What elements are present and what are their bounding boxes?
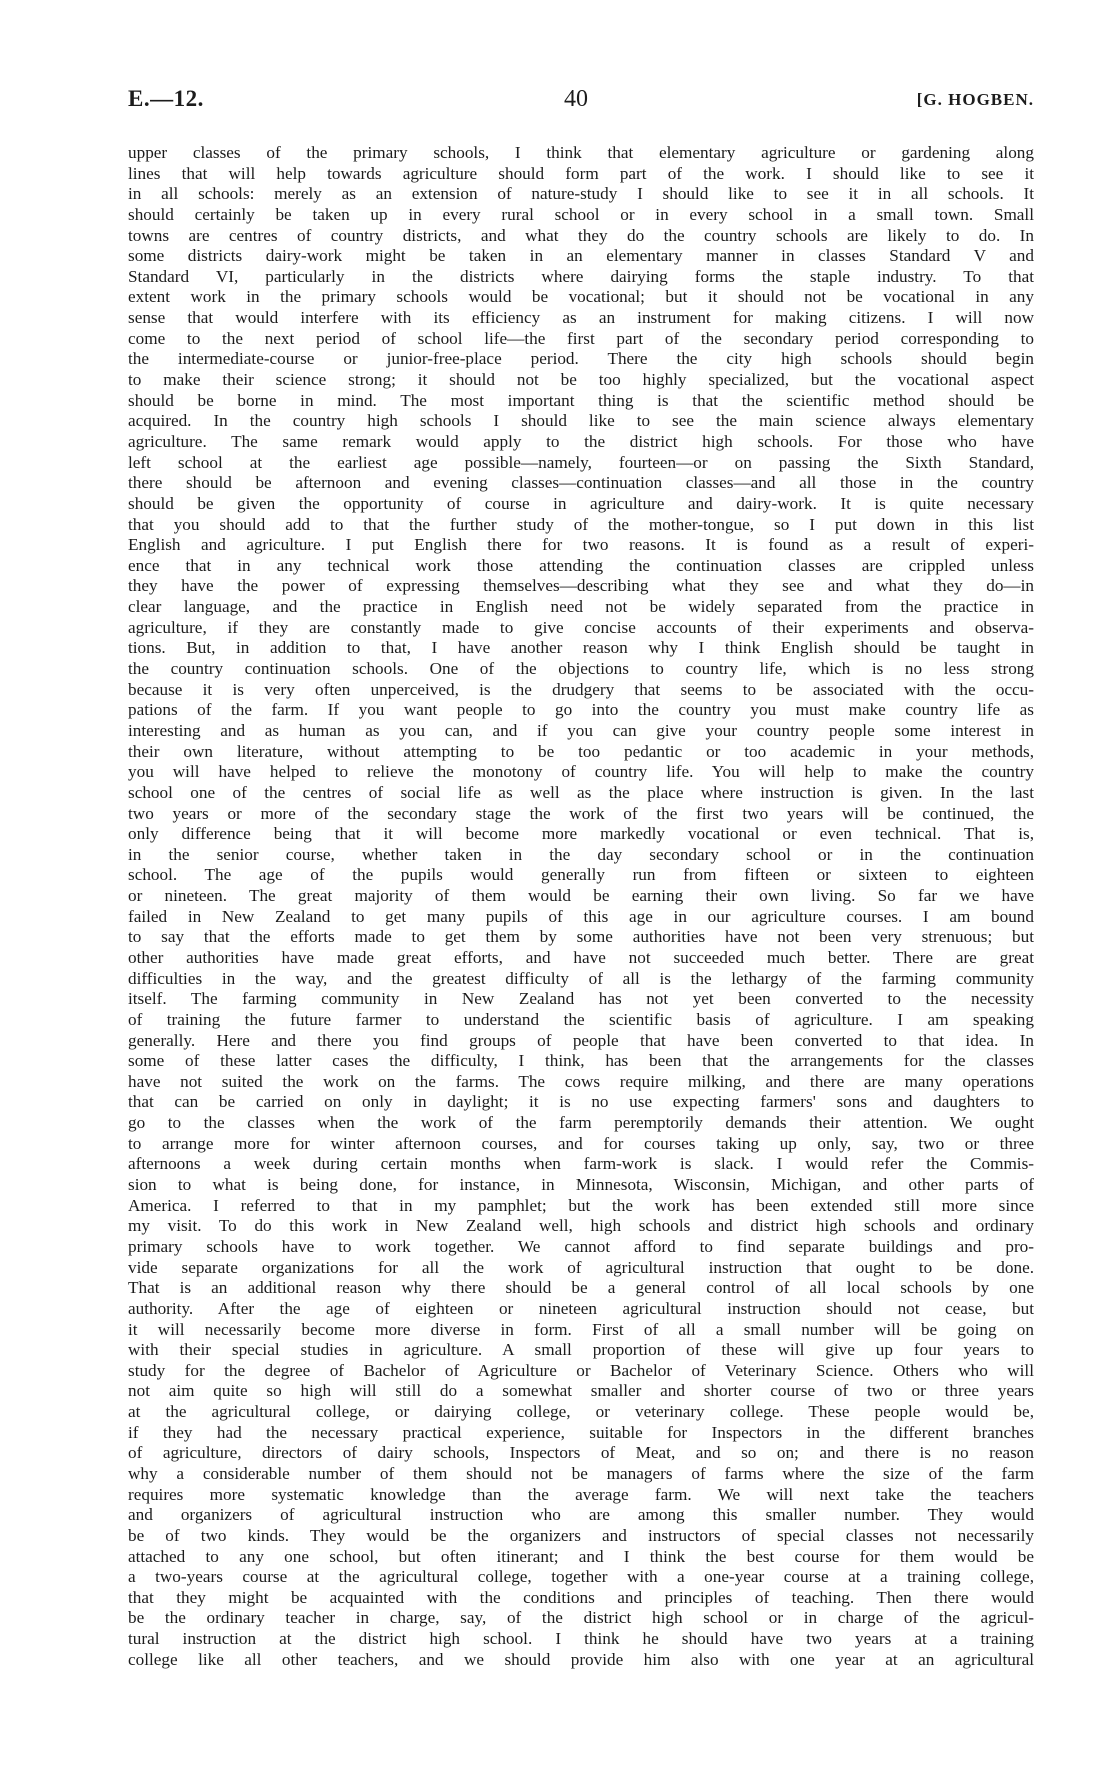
text-line: interesting and as human as you can, and if you can give your country people some interest in	[128, 720, 1034, 740]
text-line: in all schools: merely as an extension of nature-study I should like to see it in all schools. It	[128, 184, 1034, 204]
text-line: that you should add to that the further study of the mother-tongue, so I put down in this list	[128, 514, 1034, 534]
text-line: of agriculture, directors of dairy schools, Inspectors of Meat, and so on; and there is no reason	[128, 1443, 1034, 1463]
text-line: generally. Here and there you find groups of people that have been converted to that idea. In	[128, 1030, 1034, 1050]
text-line: their own literature, without attempting to be too pedantic or too academic in your methods,	[128, 741, 1034, 761]
text-line: it will necessarily become more diverse in form. First of all a small number will be going on	[128, 1319, 1034, 1339]
text-line: ence that in any technical work those attending the continuation classes are crippled unless	[128, 555, 1034, 575]
text-line: should certainly be taken up in every rural school or in every school in a small town. Small	[128, 204, 1034, 224]
text-line: some of these latter cases the difficulty, I think, has been that the arrangements for the classes	[128, 1051, 1034, 1071]
text-line: English and agriculture. I put English there for two reasons. It is found as a result of experi-	[128, 535, 1034, 555]
text-line: tural instruction at the district high school. I think he should have two years at a training	[128, 1629, 1034, 1649]
text-line: you will have helped to relieve the monotony of country life. You will help to make the country	[128, 762, 1034, 782]
text-line: upper classes of the primary schools, I think that elementary agriculture or gardening along	[128, 143, 1034, 162]
text-line: extent work in the primary schools would be vocational; but it should not be vocational in any	[128, 287, 1034, 307]
text-line: towns are centres of country districts, and what they do the country schools are likely to do. In	[128, 225, 1034, 245]
text-line: afternoons a week during certain months when farm-work is slack. I would refer the Commis-	[128, 1154, 1034, 1174]
speaker-name: [G. HOGBEN.	[916, 90, 1034, 109]
page-number: 40	[564, 86, 588, 112]
text-line: or nineteen. The great majority of them would be earning their own living. So far we have	[128, 886, 1034, 906]
text-line: they have the power of expressing themselves—describing what they see and what they do—in	[128, 576, 1034, 596]
text-line: why a considerable number of them should not be managers of farms where the size of the farm	[128, 1464, 1034, 1483]
text-line: America. I referred to that in my pamphlet; but the work has been extended still more since	[128, 1195, 1034, 1215]
page-header	[128, 86, 1034, 126]
text-line: failed in New Zealand to get many pupils of this age in our agriculture courses. I am bound	[128, 906, 1034, 926]
text-line: sense that would interfere with its efficiency as an instrument for making citizens. I will now	[128, 308, 1034, 328]
text-line: there should be afternoon and evening classes—continuation classes—and all those in the country	[128, 473, 1034, 493]
text-line: the intermediate-course or junior-free-place period. There the city high schools should begin	[128, 349, 1034, 369]
text-line: agriculture, if they are constantly made to give concise accounts of their experiments and observa-	[128, 617, 1034, 637]
text-line: have not suited the work on the farms. The cows require milking, and there are many operations	[128, 1071, 1034, 1091]
text-line: other authorities have made great efforts, and have not succeeded much better. There are great	[128, 947, 1034, 967]
text-line: to say that the efforts made to get them by some authorities have not been very strenuous; but	[128, 927, 1034, 947]
text-line: sion to what is being done, for instance, in Minnesota, Wisconsin, Michigan, and other parts of	[128, 1175, 1034, 1195]
text-line: acquired. In the country high schools I should like to see the main science always elementary	[128, 411, 1034, 431]
text-line: with their special studies in agriculture. A small proportion of these will give up four years to	[128, 1340, 1034, 1360]
text-line: agriculture. The same remark would apply to the district high schools. For those who have	[128, 431, 1034, 451]
text-line: tions. But, in addition to that, I have another reason why I think English should be taught in	[128, 638, 1034, 658]
text-line: school one of the centres of social life as well as the place where instruction is given. In the last	[128, 782, 1034, 802]
text-line: some districts dairy-work might be taken in an elementary manner in classes Standard V and	[128, 246, 1034, 266]
text-line: difficulties in the way, and the greatest difficulty of all is the lethargy of the farming community	[128, 968, 1034, 988]
text-line: primary schools have to work together. We cannot afford to find separate buildings and pro-	[128, 1236, 1034, 1256]
text-line: vide separate organizations for all the work of agricultural instruction that ought to be done.	[128, 1257, 1034, 1277]
text-line: lines that will help towards agriculture should form part of the work. I should like to see it	[128, 163, 1034, 183]
text-line: be the ordinary teacher in charge, say, of the district high school or in charge of the agricul-	[128, 1608, 1034, 1628]
text-line: the country continuation schools. One of the objections to country life, which is no less strong	[128, 659, 1034, 679]
text-line: itself. The farming community in New Zealand has not yet been converted to the necessity	[128, 989, 1034, 1009]
text-line: of training the future farmer to understand the scientific basis of agriculture. I am speaking	[128, 1009, 1034, 1029]
text-line: That is an additional reason why there should be a general control of all local schools by one	[128, 1278, 1034, 1298]
text-line: my visit. To do this work in New Zealand well, high schools and district high schools and ordinary	[128, 1216, 1034, 1236]
text-line: at the agricultural college, or dairying college, or veterinary college. These people would be,	[128, 1402, 1034, 1422]
text-line: study for the degree of Bachelor of Agriculture or Bachelor of Veterinary Science. Others who will	[128, 1360, 1034, 1380]
text-line: be of two kinds. They would be the organizers and instructors of special classes not necessarily	[128, 1525, 1034, 1545]
text-line: go to the classes when the work of the farm peremptorily demands their attention. We ought	[128, 1113, 1034, 1133]
text-line: attached to any one school, but often itinerant; and I think the best course for them would be	[128, 1546, 1034, 1566]
text-line: if they had the necessary practical experience, suitable for Inspectors in the different branches	[128, 1422, 1034, 1442]
text-line: because it is very often unperceived, is the drudgery that seems to be associated with the occu-	[128, 679, 1034, 699]
text-line: school. The age of the pupils would generally run from fifteen or sixteen to eighteen	[128, 865, 1034, 885]
text-line: college like all other teachers, and we should provide him also with one year at an agricultural	[128, 1649, 1034, 1669]
text-line: clear language, and the practice in English need not be widely separated from the practice in	[128, 597, 1034, 617]
text-line: that they might be acquainted with the conditions and principles of teaching. Then there would	[128, 1587, 1034, 1607]
text-line: in the senior course, whether taken in the day secondary school or in the continuation	[128, 844, 1034, 864]
text-line: and organizers of agricultural instruction who are among this smaller number. They would	[128, 1505, 1034, 1525]
text-line: should be borne in mind. The most important thing is that the scientific method should be	[128, 390, 1034, 410]
text-line: come to the next period of school life—the first part of the secondary period corresponding to	[128, 328, 1034, 348]
document-reference: E.—12.	[128, 86, 204, 111]
text-line: to arrange more for winter afternoon courses, and for courses taking up only, say, two or three	[128, 1133, 1034, 1153]
text-line: Standard VI, particularly in the districts where dairying forms the staple industry. To that	[128, 266, 1034, 286]
text-line: a two-years course at the agricultural college, together with a one-year course at a training college,	[128, 1567, 1034, 1587]
text-line: that can be carried on only in daylight; it is no use expecting farmers' sons and daughters to	[128, 1092, 1034, 1112]
text-line: only difference being that it will become more markedly vocational or even technical. That is,	[128, 824, 1034, 844]
text-line: to make their science strong; it should not be too highly specialized, but the vocational aspect	[128, 370, 1034, 390]
text-line: two years or more of the secondary stage the work of the first two years will be continued, the	[128, 803, 1034, 823]
text-line: left school at the earliest age possible—namely, fourteen—or on passing the Sixth Standard,	[128, 452, 1034, 472]
text-line: pations of the farm. If you want people to go into the country you must make country life as	[128, 700, 1034, 720]
text-line: authority. After the age of eighteen or nineteen agricultural instruction should not cease, but	[128, 1298, 1034, 1318]
text-line: should be given the opportunity of course in agriculture and dairy-work. It is quite necessary	[128, 493, 1034, 513]
text-line: not aim quite so high will still do a somewhat smaller and shorter course of two or three years	[128, 1381, 1034, 1401]
body-text	[128, 143, 1034, 1670]
text-line: requires more systematic knowledge than the average farm. We will next take the teachers	[128, 1484, 1034, 1504]
